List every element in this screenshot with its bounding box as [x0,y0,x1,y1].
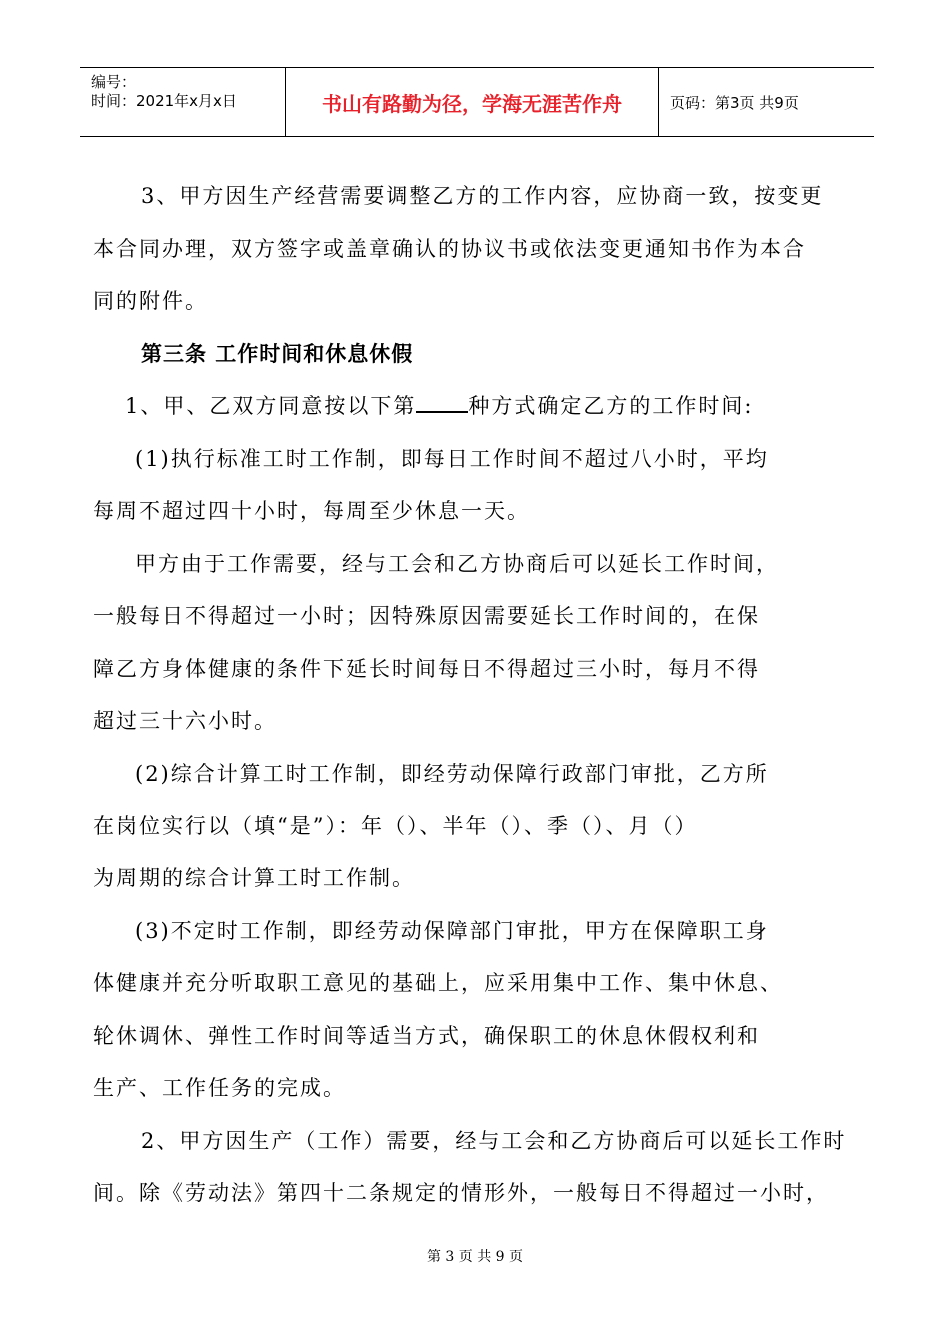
body-line: (2)综合计算工时工作制，即经劳动保障行政部门审批，乙方所 [135,762,769,786]
motto: 书山有路勤为径，学海无涯苦作舟 [286,68,659,136]
fill-in-blank [416,393,468,413]
body-line: 体健康并充分听取职工意见的基础上，应采用集中工作、集中休息、 [93,971,783,995]
header-table [80,67,874,137]
body-line: 同的附件。 [93,289,208,313]
body-line: 3、甲方因生产经营需要调整乙方的工作内容，应协商一致，按变更 [141,184,824,208]
body-line: 2、甲方因生产（工作）需要，经与工会和乙方协商后可以延长工作时 [141,1129,847,1153]
body-line: 甲方由于工作需要，经与工会和乙方协商后可以延长工作时间， [135,552,779,576]
time-label: 时间：2021年x月x日 [91,92,237,110]
body-line: 本合同办理，双方签字或盖章确认的协议书或依法变更通知书作为本合 [93,237,806,261]
body-line [125,390,753,420]
body-line: 一般每日不得超过一小时；因特殊原因需要延长工作时间的，在保 [93,604,760,628]
body-line: 在岗位实行以（填“是”）：年（）、半年（）、季（）、月（） [93,814,698,838]
body-line: 每周不超过四十小时，每周至少休息一天。 [93,499,530,523]
body-line: 为周期的综合计算工时工作制。 [93,866,415,890]
body-line: 障乙方身体健康的条件下延长时间每日不得超过三小时，每月不得 [93,657,760,681]
section-heading: 第三条 工作时间和休息休假 [141,342,414,366]
page-label: 页码：第3页 共9页 [670,93,799,112]
body-line: (1)执行标准工时工作制，即每日工作时间不超过八小时，平均 [135,447,769,471]
body-line: 生产、工作任务的完成。 [93,1076,346,1100]
body-line: 间。除《劳动法》第四十二条规定的情形外，一般每日不得超过一小时， [93,1181,829,1205]
header-meta-cell [80,68,286,136]
item1-text-before: 1、甲、乙双方同意按以下第 [125,394,417,418]
body-line: 轮休调休、弹性工作时间等适当方式，确保职工的休息休假权利和 [93,1024,760,1048]
body-line: (3)不定时工作制，即经劳动保障部门审批，甲方在保障职工身 [135,919,769,943]
item1-text-after: 种方式确定乙方的工作时间: [468,394,754,418]
page-number-footer: 第 3 页 共 9 页 [426,1249,524,1265]
body-line: 超过三十六小时。 [93,709,277,733]
number-label: 编号： [91,73,137,91]
